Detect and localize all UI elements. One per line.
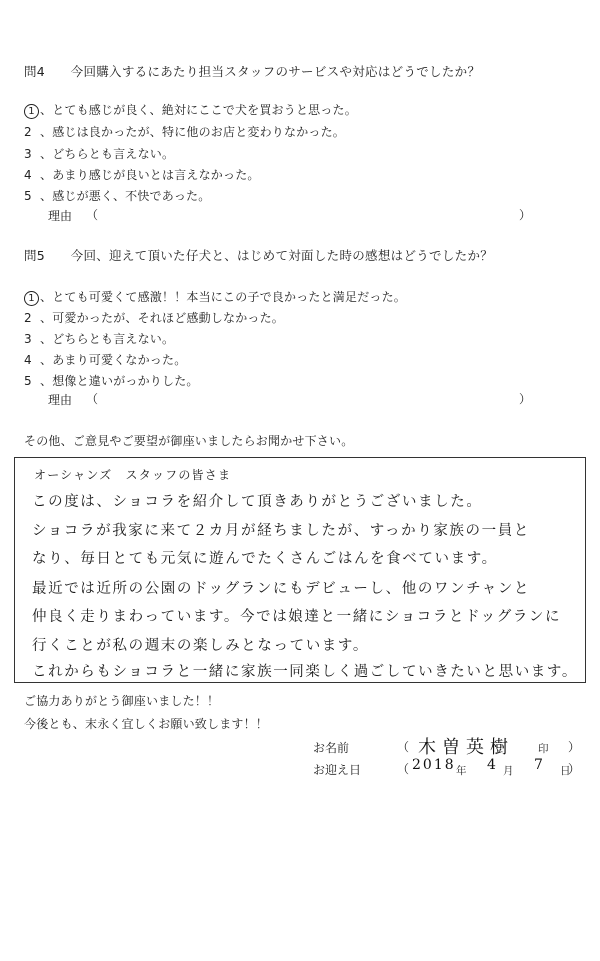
q5-option-2[interactable]: 2 、可愛かったが、それほど感動しなかった。 (24, 311, 285, 325)
q5-reason-close: ） (519, 392, 532, 406)
q4-option-5[interactable]: 5 、感じが悪く、不快であった。 (24, 189, 211, 203)
q4-option-2[interactable]: 2 、感じは良かったが、特に他のお店と変わりなかった。 (24, 125, 346, 139)
q4-reason-open: （ (86, 208, 99, 222)
comment-line-6: 行くことが私の週末の楽しみとなっています。 (32, 638, 369, 654)
selected-circle: 1 (24, 291, 39, 306)
closing-regards: 今後とも、末永く宜しくお願い致します！！ (24, 717, 269, 731)
q5-option-1[interactable]: 1 、とても可愛くて感激！！本当にこの子で良かったと満足だった。 (24, 288, 406, 306)
seal-label: 印 (538, 743, 549, 755)
closing-thanks: ご協力ありがとう御座いました！！ (24, 694, 220, 708)
comment-line-4: 最近では近所の公園のドッグランにもデビューし、他のワンチャンと (32, 581, 531, 597)
q4-reason-field[interactable] (100, 207, 515, 223)
q4-reason-close: ） (519, 208, 532, 222)
q5-reason-open: （ (86, 392, 99, 406)
name-paren-close: ） (568, 740, 581, 754)
comment-line-1: この度は、ショコラを紹介して頂きありがとうございました。 (32, 494, 483, 510)
name-paren-open: （ (397, 740, 410, 754)
comment-line-2: ショコラが我家に来て２カ月が経ちましたが、すっかり家族の一員と (32, 523, 530, 539)
q4-title: 問4 今回購入するにあたり担当スタッフのサービスや対応はどうでしたか？ (24, 64, 481, 79)
q4-option-1[interactable]: 1 、とても感じが良く、絶対にここで犬を買おうと思った。 (24, 101, 357, 119)
q4-reason-label: 理由 (48, 209, 73, 223)
name-label: お名前 (313, 741, 350, 755)
comments-prompt: その他、ご意見やご要望が御座いましたらお聞かせ下さい。 (24, 434, 354, 448)
selected-circle: 1 (24, 104, 39, 119)
date-paren-close: ） (568, 762, 581, 776)
q5-option-4[interactable]: 4 、あまり可愛くなかった。 (24, 353, 187, 367)
comment-line-5: 仲良く走りまわっています。今では娘達と一緒にショコラとドッグランに (32, 609, 562, 625)
comment-line-3: なり、毎日とても元気に遊んでたくさんごはんを食べています。 (32, 551, 498, 567)
q4-option-4[interactable]: 4 、あまり感じが良いとは言えなかった。 (24, 168, 260, 182)
comment-salutation: オーシャンズ スタッフの皆さま (34, 468, 232, 482)
date-paren-open: （ (397, 762, 410, 776)
date-month[interactable]: 4 (487, 757, 502, 773)
date-month-label: 月 (503, 765, 514, 777)
q5-title: 問5 今回、迎えて頂いた仔犬と、はじめて対面した時の感想はどうでしたか？ (24, 248, 494, 263)
q5-option-5[interactable]: 5 、想像と違いがっかりした。 (24, 374, 199, 388)
date-label: お迎え日 (313, 763, 362, 777)
q5-reason-field[interactable] (100, 391, 515, 407)
date-day-label: 日 (560, 765, 571, 777)
date-year[interactable]: 2018 (412, 757, 456, 773)
name-value[interactable]: 木曽英樹 (418, 737, 514, 758)
q5-reason-label: 理由 (48, 393, 73, 407)
q5-option-3[interactable]: 3 、どちらとも言えない。 (24, 332, 175, 346)
q4-option-3[interactable]: 3 、どちらとも言えない。 (24, 147, 175, 161)
comment-line-7: これからもショコラと一緒に家族一同楽しく過ごしていきたいと思います。 (32, 664, 578, 680)
date-year-label: 年 (456, 765, 467, 777)
date-day[interactable]: 7 (534, 757, 549, 773)
